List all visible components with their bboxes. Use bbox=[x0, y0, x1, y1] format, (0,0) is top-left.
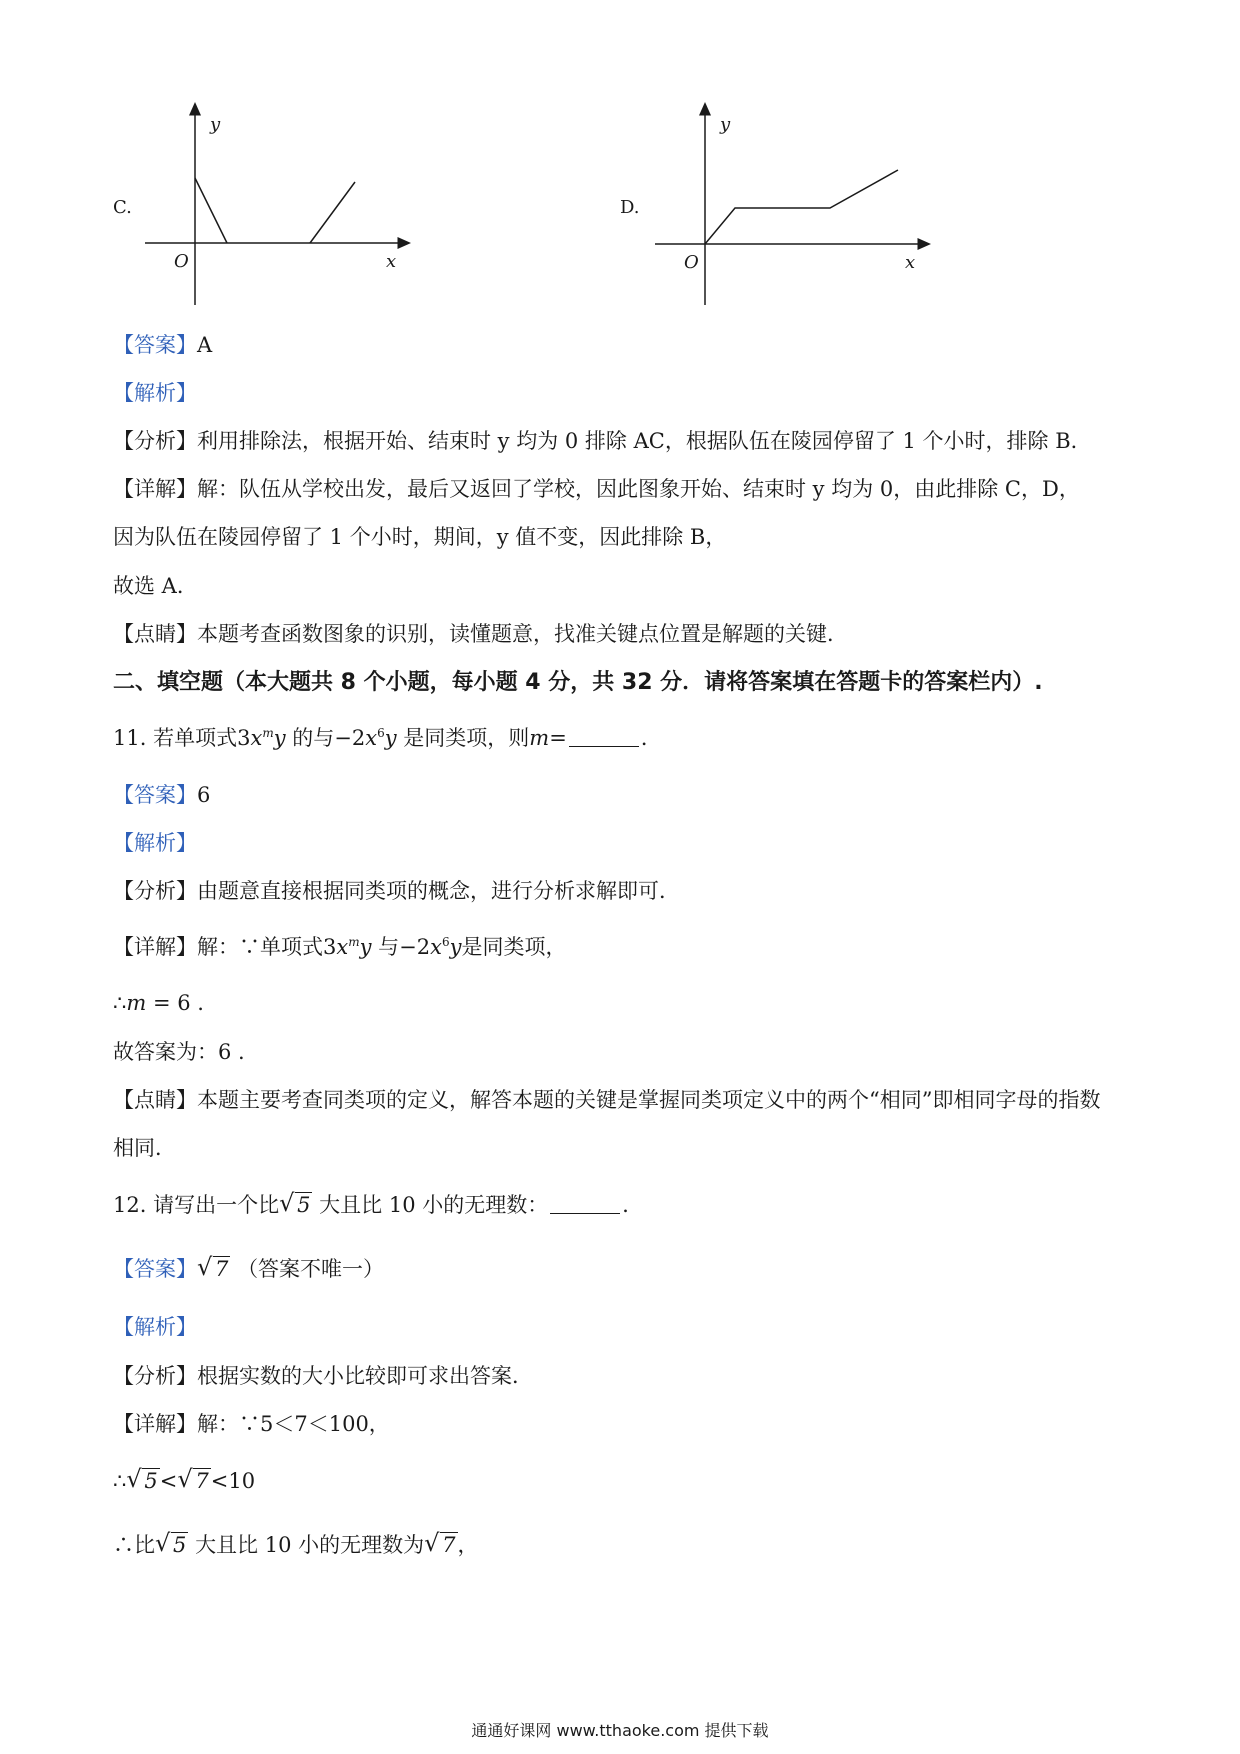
option-d-label: D. bbox=[620, 197, 640, 218]
q10-conclusion: 故选 A． bbox=[113, 574, 198, 598]
d-axis-y-label: y bbox=[720, 114, 731, 135]
q12-stem: 12. 请写出一个比 √ 5 大且比 10 小的无理数： ． bbox=[113, 1190, 643, 1220]
d-origin-label: O bbox=[684, 252, 699, 273]
c-graph-line-1 bbox=[195, 178, 227, 243]
q10-analysis-tag: 【解析】 bbox=[113, 381, 197, 405]
q11-fenxi: 【分析】由题意直接根据同类项的概念，进行分析求解即可． bbox=[113, 879, 680, 903]
sqrt-7: √ 7 bbox=[197, 1253, 229, 1281]
q12-answer-blank bbox=[550, 1195, 620, 1214]
q11-stem: 11. 若单项式$3x^my$ 的与$-2x^6y$ 是同类项，则m= ． bbox=[113, 726, 662, 750]
q10-comment: 【点睛】本题考查函数图象的识别，读懂题意，找准关键点位置是解题的关键． bbox=[113, 622, 848, 646]
q10-detail-2: 因为队伍在陵园停留了 1 个小时，期间，y 值不变，因此排除 B， bbox=[113, 525, 727, 549]
d-axis-x-label: x bbox=[905, 252, 916, 273]
d-graph-line bbox=[705, 170, 898, 244]
c-graph-line-2 bbox=[310, 182, 355, 243]
option-d-graph bbox=[640, 100, 940, 310]
q12-final: ∴比 √ 5 大且比 10 小的无理数为 √ 7， bbox=[113, 1529, 479, 1557]
q12-answer: 【答案】 √ 7 （答案不唯一） bbox=[113, 1254, 384, 1284]
q11-therefore: ∴m = 6 . bbox=[113, 991, 204, 1015]
q11-detail: 【详解】解：∵单项式$3x^my$ 与$-2x^6y$是同类项， bbox=[113, 935, 567, 959]
footer-watermark: 通通好课网 www.tthaoke.com 提供下载 bbox=[471, 1721, 769, 1740]
sqrt-5: √ 5 bbox=[279, 1189, 311, 1217]
q11-answer: 【答案】6 bbox=[113, 783, 211, 807]
q12-fenxi: 【分析】根据实数的大小比较即可求出答案． bbox=[113, 1364, 533, 1388]
section-2-title: 二、填空题（本大题共 8 个小题，每小题 4 分，共 32 分．请将答案填在答题卡的答案栏内）. bbox=[113, 670, 1043, 695]
c-axis-x-label: x bbox=[386, 251, 397, 272]
q11-analysis-tag: 【解析】 bbox=[113, 831, 197, 855]
q12-analysis-tag: 【解析】 bbox=[113, 1315, 197, 1339]
q11-answer-blank bbox=[569, 728, 639, 747]
c-axis-y-label: y bbox=[210, 114, 221, 135]
q11-comment-2: 相同． bbox=[113, 1136, 176, 1160]
q10-detail-1: 【详解】解：队伍从学校出发，最后又返回了学校，因此图象开始、结束时 y 均为 0，由此排除 C，D， bbox=[113, 477, 1080, 501]
q11-final: 故答案为：6 . bbox=[113, 1040, 245, 1064]
option-c-graph bbox=[130, 100, 420, 310]
q10-fenxi: 【分析】利用排除法，根据开始、结束时 y 均为 0 排除 AC，根据队伍在陵园停留了 1 个小时，排除 B． bbox=[113, 429, 1092, 453]
c-origin-label: O bbox=[174, 251, 189, 272]
q12-inequality: ∴ √ 5< √ 7<10 bbox=[113, 1465, 256, 1493]
q10-answer: 【答案】A bbox=[113, 333, 213, 357]
q11-comment-1: 【点睛】本题主要考查同类项的定义，解答本题的关键是掌握同类项定义中的两个“相同”即相同字母的指数 bbox=[113, 1088, 1101, 1112]
option-c-label: C. bbox=[113, 197, 132, 218]
q12-detail: 【详解】解：∵5＜7＜100， bbox=[113, 1412, 390, 1436]
